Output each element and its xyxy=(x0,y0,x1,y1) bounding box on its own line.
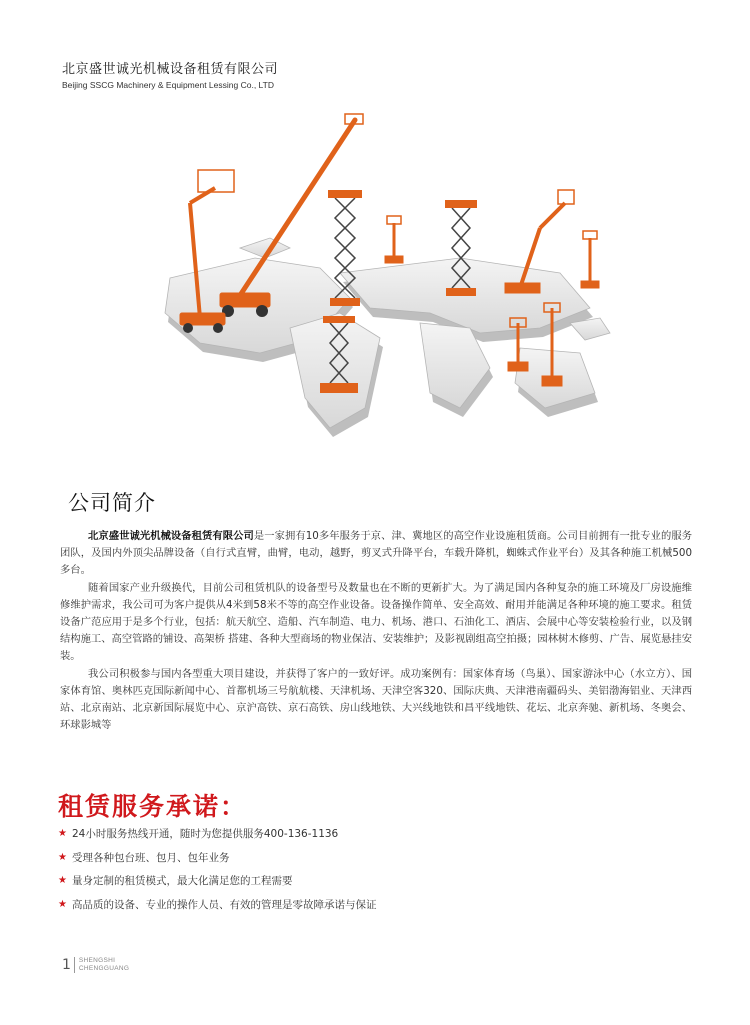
hero-world-map-machinery-illustration xyxy=(140,108,620,458)
promise-item-text: 受理各种包台班、包月、包年业务 xyxy=(72,851,230,864)
star-bullet-icon: ★ xyxy=(58,898,67,910)
intro-paragraph-1-body: 是一家拥有10多年服务于京、津、冀地区的高空作业设施租赁商。公司目前拥有一批专业的服务团队，及国内外顶尖品牌设备（自行式直臂，曲臂，电动，越野，剪叉式升降平台，车载升降机，蜘蛛式作业平台）及其各种施工机械500多台。 xyxy=(60,530,693,577)
small-lift xyxy=(385,216,403,263)
small-lift xyxy=(581,231,599,288)
star-bullet-icon: ★ xyxy=(58,851,67,863)
star-bullet-icon: ★ xyxy=(58,875,67,886)
company-intro-text xyxy=(60,528,692,734)
promise-item-text: 高品质的设备、专业的操作人员、有效的管理是零故障承诺与保证 xyxy=(72,898,377,911)
page-footer xyxy=(62,957,129,973)
page-header xyxy=(62,62,278,91)
intro-paragraph-2: 随着国家产业升级换代，目前公司租赁机队的设备型号及数量也在不断的更新扩大。为了满足国内各种复杂的施工环境及厂房设施维修维护需求，我公司可为客户提供从4米到58米不等的高空作业设备。设备操作简单、安全高效、耐用并能满足各种环境的施工要求。租赁设备广范应用于是多个行业，包括：航天航空、造船、汽车制造、电力、机场、港口、石油化工、酒店、会展中心等安装检验行业，以及钢结构施工、高空管路的铺设、高架桥 搭建、各种大型商场的物业保洁、安装维护；及影视剧组高空拍摄；园林树木修剪、广告、展览悬挂安装。 xyxy=(60,581,692,663)
intro-section-title: 公司简介 xyxy=(68,491,156,515)
promise-item xyxy=(58,850,377,874)
intro-paragraph-3: 我公司积极参与国内各型重大项目建设，并获得了客户的一致好评。成功案例有：国家体育场（鸟巢）、国家游泳中心（水立方）、国家体育馆、奥林匹克国际新闻中心、首都机场三号航航楼、天津机场、天津空客320、国际庆典、天津港南疆码头、美铝渤海铝业、天津西站、北京南站、北京新国际展览中心、京沪高铁、京石高铁、房山线地铁、大兴线地铁和昌平线地铁、花坛、北京奔驰、新机场、冬奥会、环球影城等 xyxy=(60,667,692,732)
promise-item-text: 24小时服务热线开通，随时为您提供服务400-136-1136 xyxy=(72,828,339,840)
company-name-en: Beijing SSCG Machinery & Equipment Lessing Co., LTD xyxy=(62,80,274,90)
promise-item-text: 量身定制的租赁模式，最大化满足您的工程需要 xyxy=(72,875,293,887)
service-promise-title: 租赁服务承诺： xyxy=(58,792,248,821)
footer-brand-line-2: CHENGGUANG xyxy=(78,965,130,972)
page-number: 1 xyxy=(62,957,75,973)
star-bullet-icon: ★ xyxy=(58,828,67,839)
intro-paragraph-1 xyxy=(60,528,692,580)
footer-brand-line-1: SHENGSHI xyxy=(78,957,116,964)
company-name-strong: 北京盛世诚光机械设备租赁有限公司 xyxy=(88,530,254,542)
company-name-cn: 北京盛世诚光机械设备租赁有限公司 xyxy=(62,62,279,77)
promise-item xyxy=(58,826,377,850)
promise-item xyxy=(58,897,377,921)
promise-item xyxy=(58,873,377,897)
footer-brand xyxy=(79,957,129,973)
service-promise-list xyxy=(58,826,377,920)
